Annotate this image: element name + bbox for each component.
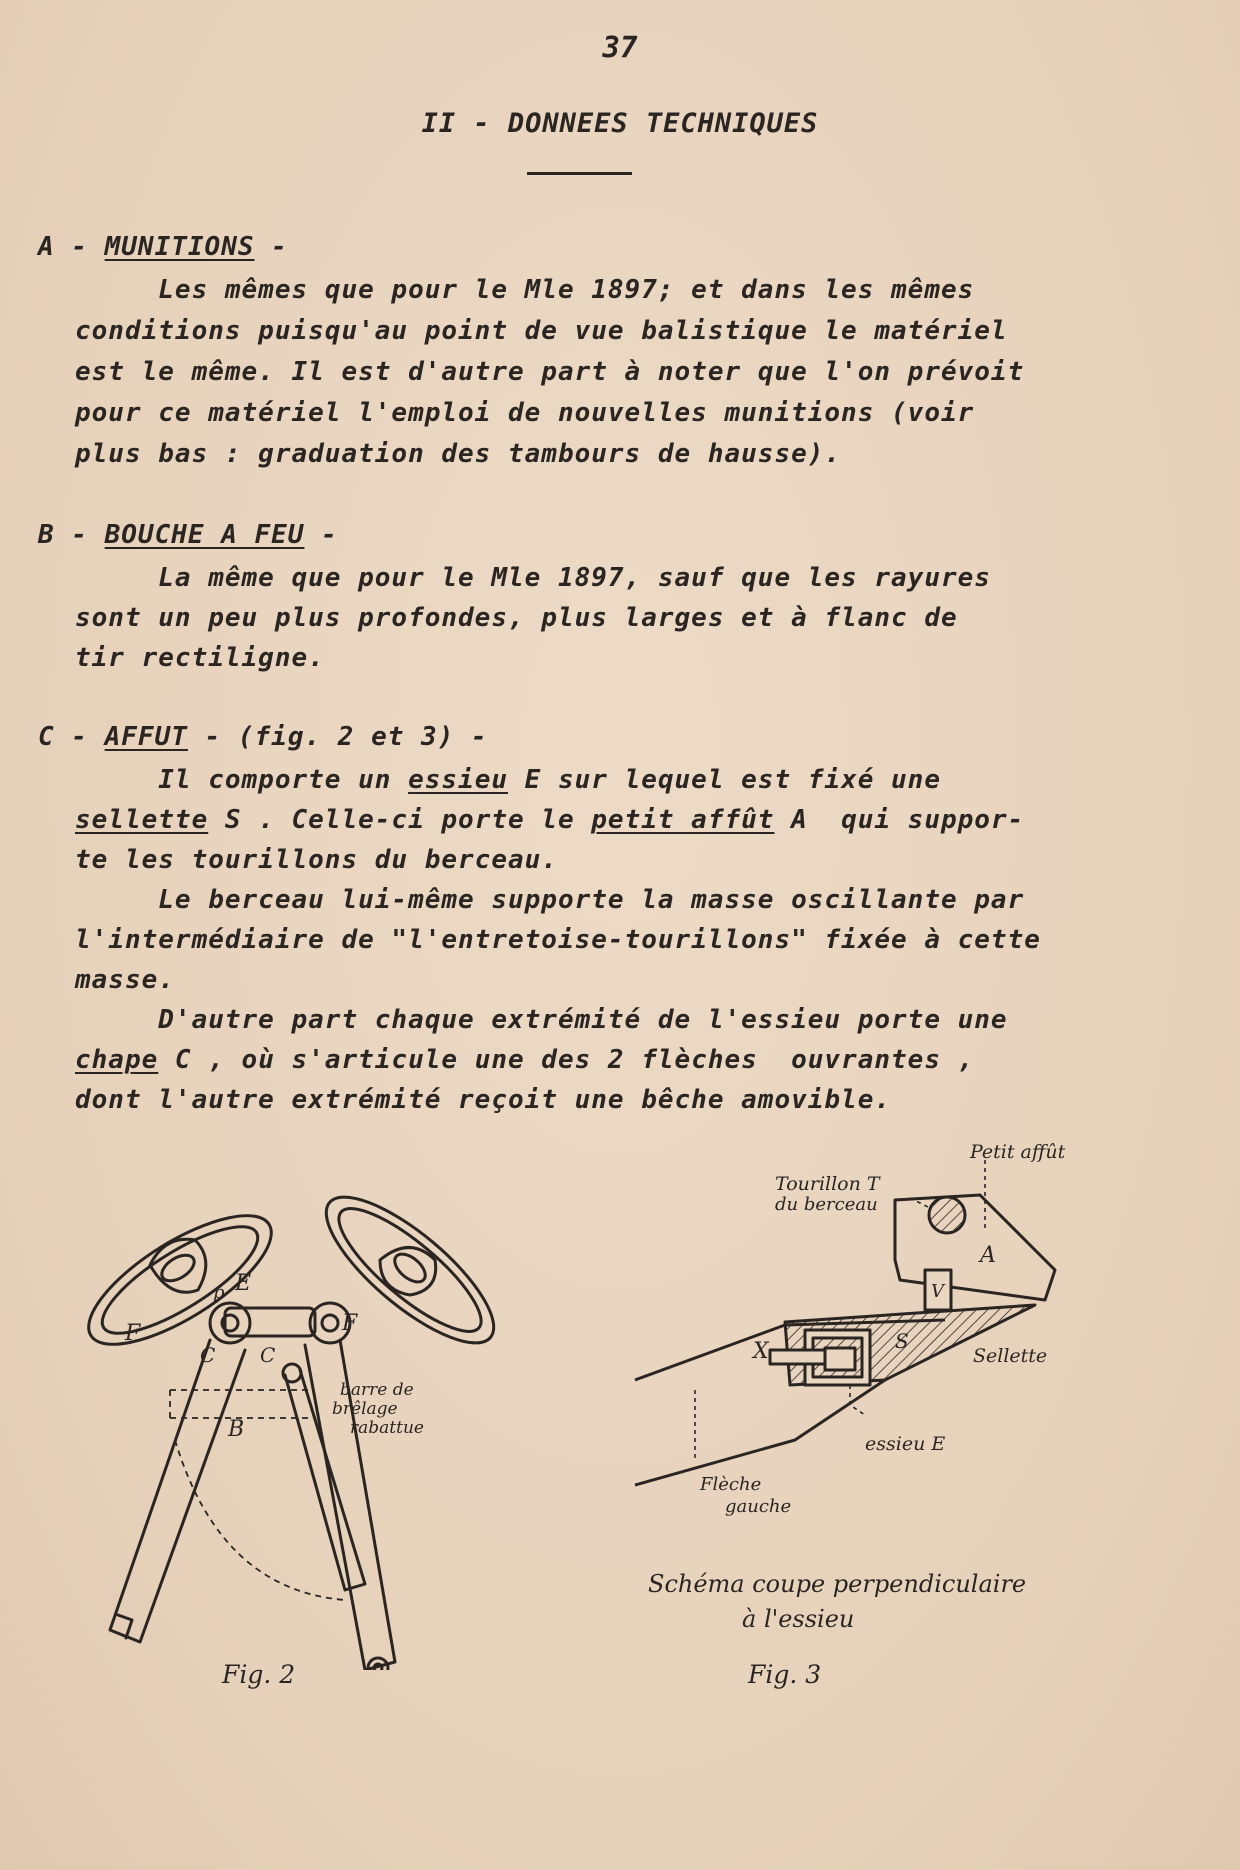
label-E: E — [235, 1271, 252, 1296]
label-tourillon: Tourillon T — [775, 1173, 880, 1195]
text-line: plus bas : graduation des tambours de hausse). — [75, 439, 842, 469]
text-span: S . Celle-ci porte le — [208, 805, 592, 835]
section-a-text — [75, 270, 1125, 475]
text-line: Le berceau lui-même supporte la masse oscillante par — [75, 885, 1025, 915]
page-number: 37 — [602, 30, 638, 64]
term-sellette: sellette — [75, 805, 209, 835]
text-line: pour ce matériel l'emploi de nouvelles munitions (voir — [75, 398, 975, 428]
label-p: p — [213, 1282, 225, 1303]
figure-3-drawing — [625, 1140, 1080, 1540]
section-letter: A - — [38, 232, 88, 262]
label-rabattue: rabattue — [350, 1418, 424, 1438]
label-petit-affut: Petit affût — [970, 1141, 1066, 1163]
text-line: La même que pour le Mle 1897, sauf que les rayures — [75, 563, 991, 593]
text-span: E sur lequel est fixé une — [508, 765, 941, 795]
text-span: A qui suppor- — [774, 805, 1025, 835]
text-line: dont l'autre extrémité reçoit une bêche amovible. — [75, 1085, 892, 1115]
text-span: C , où s'articule une des 2 flèches ouvrantes , — [158, 1045, 975, 1075]
label-B: B — [228, 1417, 245, 1442]
section-b-title — [38, 520, 338, 550]
label-C-left: C — [200, 1343, 216, 1367]
label-V: V — [931, 1281, 944, 1302]
term-chape: chape — [75, 1045, 159, 1075]
label-X: X — [753, 1339, 769, 1364]
label-S: S — [895, 1329, 909, 1353]
text-line: tir rectiligne. — [75, 643, 325, 673]
section-c-text — [75, 760, 1125, 1120]
label-du-berceau: du berceau — [775, 1194, 878, 1215]
label-fleche: Flèche — [700, 1474, 762, 1495]
section-letter: B - — [38, 520, 88, 550]
text-line — [75, 1040, 1125, 1080]
section-a-title — [38, 232, 288, 262]
text-line: l'intermédiaire de "l'entretoise-tourillons" fixée à cette — [75, 925, 1041, 955]
label-F-left: F — [125, 1321, 141, 1346]
section-title: BOUCHE A FEU — [104, 520, 305, 550]
label-F-right: F — [342, 1311, 358, 1336]
text-span: Il comporte un — [75, 765, 409, 795]
figure-3-caption: Fig. 3 — [748, 1660, 822, 1689]
section-title-suffix: - — [321, 520, 338, 550]
section-title-suffix: - (fig. 2 et 3) - — [204, 722, 488, 752]
term-essieu: essieu — [408, 765, 508, 795]
figure-3-schema-title: Schéma coupe perpendiculaire — [648, 1570, 1027, 1598]
heading-rule — [527, 172, 632, 175]
label-barre: barre de — [340, 1380, 414, 1400]
label-essieu: essieu E — [865, 1433, 946, 1455]
label-gauche: gauche — [725, 1496, 792, 1517]
text-line: te les tourillons du berceau. — [75, 845, 558, 875]
section-title-suffix: - — [271, 232, 288, 262]
figure-2-caption: Fig. 2 — [222, 1660, 296, 1689]
text-line: D'autre part chaque extrémité de l'essieu porte une — [75, 1005, 1008, 1035]
text-line: masse. — [75, 965, 175, 995]
term-petit-affut: petit affût — [591, 805, 775, 835]
section-c-title — [38, 722, 488, 752]
section-heading: II - DONNEES TECHNIQUES — [421, 108, 819, 139]
text-line — [75, 800, 1125, 840]
section-title: MUNITIONS — [104, 232, 255, 262]
text-line — [75, 760, 1125, 800]
text-line: sont un peu plus profondes, plus larges et à flanc de — [75, 603, 958, 633]
section-letter: C - — [38, 722, 88, 752]
text-line: est le même. Il est d'autre part à noter que l'on prévoit — [75, 357, 1025, 387]
text-line: Les mêmes que pour le Mle 1897; et dans les mêmes — [75, 275, 975, 305]
figure-2-drawing — [80, 1190, 520, 1670]
label-A: A — [980, 1243, 996, 1268]
text-line: conditions puisqu'au point de vue balistique le matériel — [75, 316, 1008, 346]
figure-3-schema-subtitle: à l'essieu — [742, 1605, 855, 1633]
label-sellette: Sellette — [973, 1345, 1048, 1367]
label-brelage: brêlage — [332, 1399, 398, 1419]
label-C-right: C — [260, 1343, 276, 1367]
section-b-text — [75, 558, 1125, 678]
section-title: AFFUT — [104, 722, 188, 752]
